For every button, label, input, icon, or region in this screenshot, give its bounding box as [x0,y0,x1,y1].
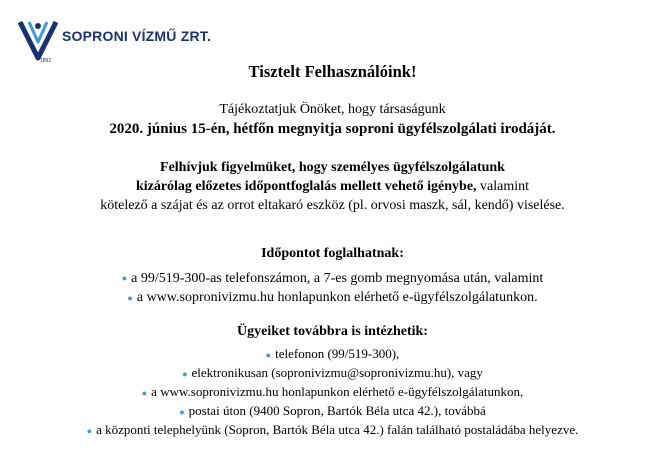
intro-line-1: Tájékoztatjuk Önöket, hogy társaságunk [219,102,446,117]
bullet-icon: ● [182,369,188,380]
bullet-icon: ● [121,273,128,284]
notice-line-1: Felhívjuk figyelmüket, hogy személyes ügyfélszolgálatunk [160,160,505,175]
affairs-item: ● postai úton (9400 Sopron, Bartók Béla utca 42.), továbbá [179,403,486,419]
affairs-heading: Ügyeiket továbbra is intézhetik: [237,324,428,339]
company-logo [18,18,258,68]
bullet-icon: ● [141,388,148,399]
booking-section [0,244,665,308]
company-name: SOPRONI VÍZMŰ ZRT. [62,28,212,44]
notice-line-2-bold: kizárólag előzetes időpontfoglalás mellett vehető igénybe, [135,179,477,194]
bullet-icon: ● [86,426,93,437]
company-founded-year: 1892 [40,58,52,64]
notice-line-2-rest: valamint [476,179,530,194]
affairs-item: ● telefonon (99/519-300), [265,346,400,361]
page-title: Tisztelt Felhasználóink! [248,62,417,81]
booking-heading: Időpontot foglalhatnak: [261,246,404,261]
bullet-icon: ● [265,350,272,361]
bullet-icon: ● [179,407,185,418]
intro-section [0,100,665,139]
website-link: a www.sopronivizmu.hu honlapunkon elérhető e-ügyfélszolgálatunkon. [136,290,538,306]
notice-line-3: kötelező a szájat és az orrot eltakaró eszköz (pl. orvosi maszk, sál, kendő) viselése. [100,198,565,213]
affairs-item: ● a központi telephelyünk (Sopron, Bartók Béla utca 42.) falán található postaládába helyezve. [86,422,579,438]
water-drop-v-logo-icon [18,18,58,62]
affairs-item: ● elektronikusan (sopronivizmu@sopronivizmu.hu), vagy [182,365,483,381]
notice-section [0,158,665,215]
booking-item: ● a 99/519-300-as telefonszámon, a 7-es gomb megnyomása után, valamint [121,271,544,286]
affairs-section [0,322,665,440]
affairs-item: ● a www.sopronivizmu.hu honlapunkon elérhető e-ügyfélszolgálatunkon, [141,384,524,400]
intro-line-2: 2020. június 15-én, hétfőn megnyitja soproni ügyfélszolgálati irodáját. [109,121,556,137]
booking-item [0,288,665,307]
bullet-icon: ● [127,292,133,303]
